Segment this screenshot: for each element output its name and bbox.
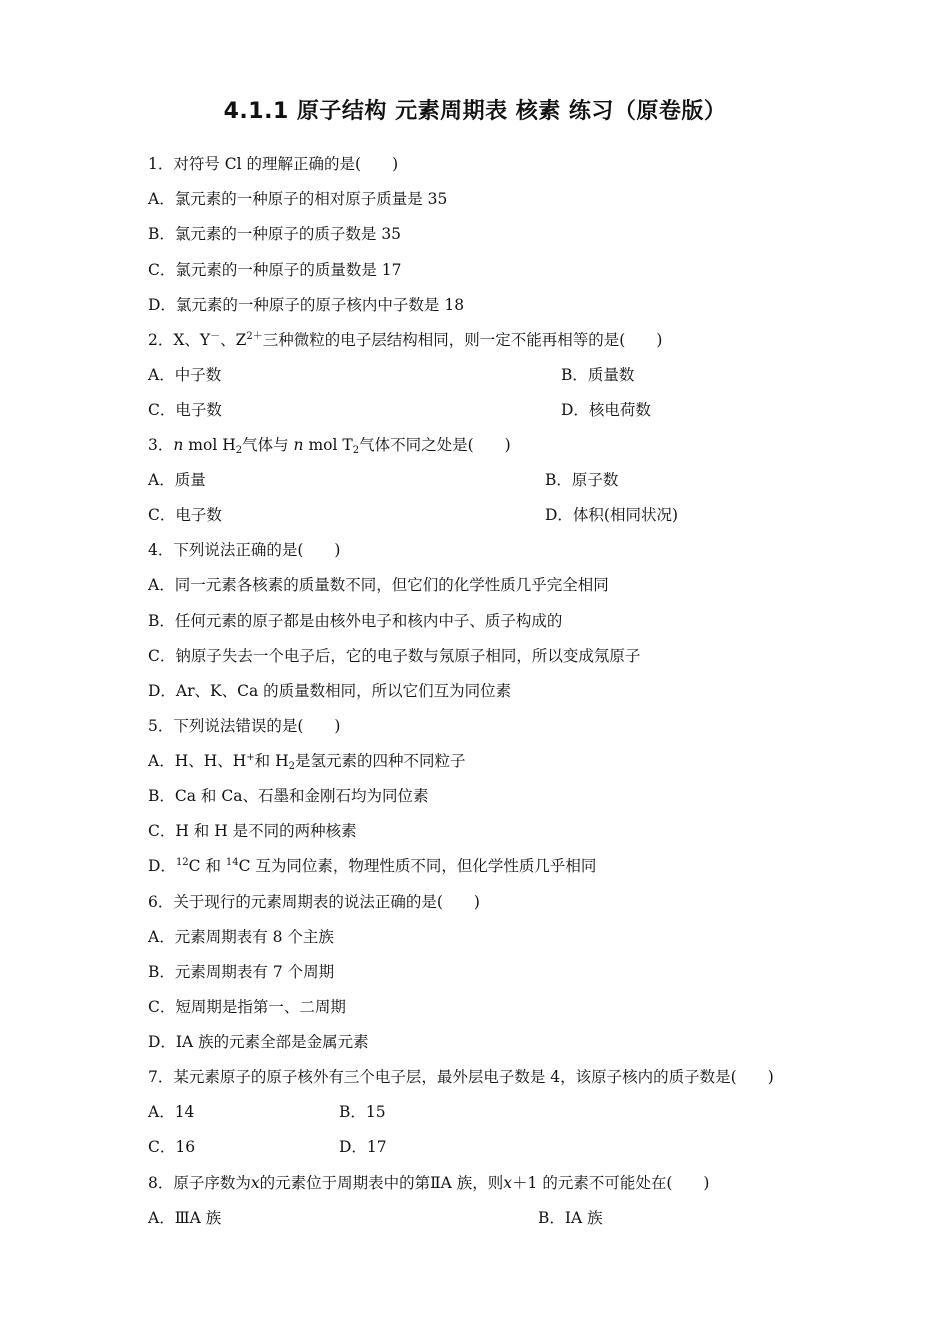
question-7-option-c: C．16	[148, 1138, 196, 1156]
question-1-option-b: B．氯元素的一种原子的质子数是 35	[148, 225, 402, 243]
question-8-stem: 8．原子序数为x的元素位于周期表中的第ⅡA 族，则x＋1 的元素不可能处在( )	[148, 1174, 710, 1192]
question-4-option-b: B．任何元素的原子都是由核外电子和核内中子、质子构成的	[148, 612, 563, 630]
question-2-option-a: A．中子数	[148, 366, 222, 384]
question-7-stem: 7．某元素原子的原子核外有三个电子层，最外层电子数是 4，该原子核内的质子数是( )	[148, 1068, 774, 1086]
question-5-option-c: C．H 和 H 是不同的两种核素	[148, 822, 357, 840]
question-2-stem: 2．X、Y－、$Z^{2+}$三种微粒的电子层结构相同，则一定不能再相等的是( )	[148, 331, 663, 349]
question-6-option-a: A．元素周期表有 8 个主族	[148, 928, 334, 946]
question-3-option-a: A．质量	[148, 471, 206, 489]
question-2-option-d: D．核电荷数	[561, 401, 651, 419]
question-1-option-c: C．氯元素的一种原子的质量数是 17	[148, 261, 402, 279]
question-5-option-b: B．Ca 和 Ca、石墨和金刚石均为同位素	[148, 787, 429, 805]
question-5-stem: 5．下列说法错误的是( )	[148, 717, 341, 735]
question-4-option-c: C．钠原子失去一个电子后，它的电子数与氖原子相同，所以变成氖原子	[148, 647, 641, 665]
question-4-stem: 4．下列说法正确的是( )	[148, 541, 341, 559]
page-title: 4.1.1 原子结构 元素周期表 核素 练习（原卷版）	[223, 99, 727, 124]
question-7-option-d: D．17	[339, 1138, 387, 1156]
question-6-option-b: B．元素周期表有 7 个周期	[148, 963, 335, 981]
question-1-stem: 1．对符号 Cl 的理解正确的是( )	[148, 155, 399, 173]
question-7-option-a: A．14	[148, 1103, 195, 1121]
question-5-option-a: A．H、H、H+和 $H_2$是氢元素的四种不同粒子	[148, 752, 466, 772]
question-8-option-b: B．ⅠA 族	[538, 1209, 603, 1227]
question-6-stem: 6．关于现行的元素周期表的说法正确的是( )	[148, 893, 480, 911]
question-2-option-c: C．电子数	[148, 401, 222, 419]
question-2-option-b: B．质量数	[561, 366, 635, 384]
question-3-option-c: C．电子数	[148, 506, 222, 524]
question-3-stem: 3．n mol $H_2$气体与 n mol $T_2$气体不同之处是( )	[148, 436, 511, 456]
question-6-option-d: D．ⅠA 族的元素全部是金属元素	[148, 1033, 369, 1051]
question-4-option-a: A．同一元素各核素的质量数不同，但它们的化学性质几乎完全相同	[148, 576, 609, 594]
question-8-option-a: A．ⅢA 族	[148, 1209, 222, 1227]
question-5-option-d: D．$^{12}$C 和 $^{14}$C 互为同位素，物理性质不同，但化学性质几乎相同	[148, 857, 597, 875]
question-3-option-b: B．原子数	[545, 471, 619, 489]
question-6-option-c: C．短周期是指第一、二周期	[148, 998, 346, 1016]
question-3-option-d: D．体积(相同状况)	[545, 506, 679, 524]
question-1-option-a: A．氯元素的一种原子的相对原子质量是 35	[148, 190, 448, 208]
question-4-option-d: D．Ar、K、Ca 的质量数相同，所以它们互为同位素	[148, 682, 512, 700]
question-7-option-b: B．15	[339, 1103, 386, 1121]
question-1-option-d: D．氯元素的一种原子的原子核内中子数是 18	[148, 296, 465, 314]
